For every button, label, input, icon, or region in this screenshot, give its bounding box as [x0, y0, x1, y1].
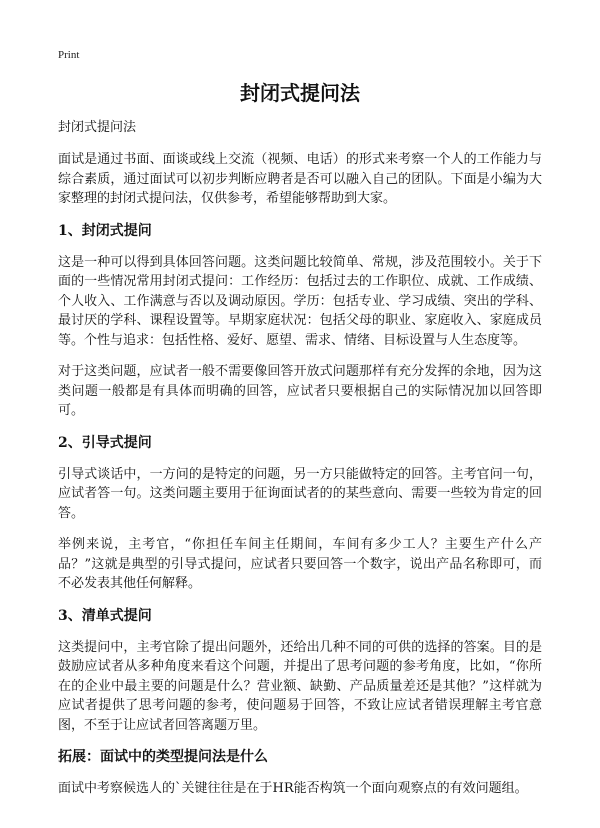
section-paragraph: 引导式谈话中，一方问的是特定的问题，另一方只能做特定的回答。主考官问一句，应试者答一句。这类问题主要用于征询面试者的的某些意向、需要一些较为肯定的回答。 — [58, 466, 542, 521]
print-link[interactable]: Print — [58, 49, 80, 61]
intro-paragraph: 面试是通过书面、面谈或线上交流（视频、电话）的形式来考察一个人的工作能力与综合素质，通过面试可以初步判断应聘者是否可以融入自己的团队。下面是小编为大家整理的封闭式提问法，仅供参考，希望能够帮助到大家。 — [58, 152, 542, 206]
section-heading-closed: 1、封闭式提问 — [58, 222, 152, 239]
section-heading-guided: 2、引导式提问 — [58, 434, 152, 451]
document-subtitle: 封闭式提问法 — [58, 120, 137, 135]
section-paragraph: 举例来说，主考官，“你担任车间主任期间，车间有多少工人？主要生产什么产品？”这就是典型的引导式提问，应试者只要回答一个数字，说出产品名称即可，而不必发表其他任何解释。 — [58, 537, 542, 591]
document-title: 封闭式提问法 — [240, 81, 360, 105]
document-body — [58, 118, 542, 811]
section-heading-extension: 拓展：面试中的类型提问法是什么 — [58, 749, 268, 765]
section-paragraph: 面试中考察候选人的`关键往往是在于HR能否构筑一个面向观察点的有效问题组。 — [58, 781, 528, 796]
section-heading-checklist: 3、清单式提问 — [58, 607, 152, 624]
section-paragraph: 对于这类问题，应试者一般不需要像回答开放式问题那样有充分发挥的余地，因为这类问题一般都是有具体而明确的回答，应试者只要根据自己的实际情况加以回答即可。 — [58, 364, 542, 418]
section-paragraph: 这类提问中，主考官除了提出问题外，还给出几种不同的可供的选择的答案。目的是鼓励应试者从多种角度来看这个问题，并提出了思考问题的参考角度，比如，“你所在的企业中最主要的问题是什么？营业额、缺勤、产品质量差还是其他？”这样就为应试者提供了思考问题的参考，使问题易于回答，不致让应试者错误理解主考官意图，不至于让应试者回答离题万里。 — [58, 639, 542, 733]
section-paragraph: 这是一种可以得到具体回答问题。这类问题比较简单、常规，涉及范围较小。关于下面的一些情况常用封闭式提问：工作经历：包括过去的工作职位、成就、工作成绩、个人收入、工作满意与否以及调动原因。学历：包括专业、学习成绩、突出的学科、最讨厌的学科、课程设置等。早期家庭状况：包括父母的职业、家庭收入、家庭成员等。个性与追求：包括性格、爱好、愿望、需求、情绪、目标设置与人生态度等。 — [58, 254, 542, 348]
